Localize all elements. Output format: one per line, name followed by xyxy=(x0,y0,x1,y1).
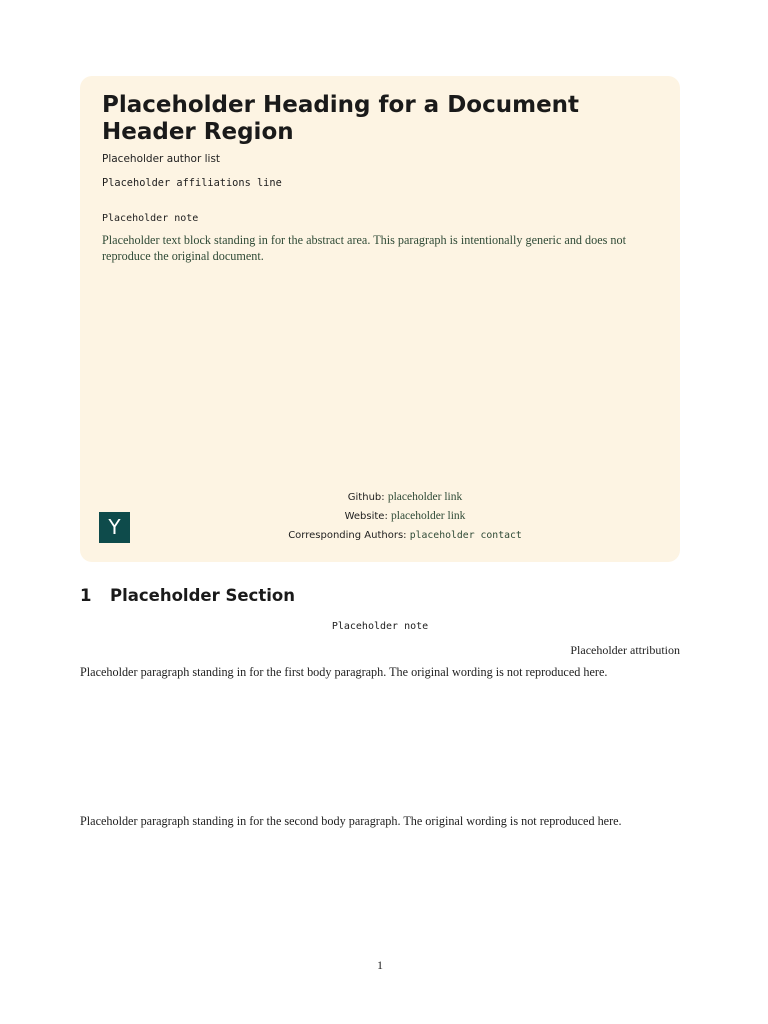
github-link[interactable]: placeholder link xyxy=(387,491,463,503)
body-paragraph: Placeholder paragraph standing in for the second body paragraph. The original wording is not reproduced here. xyxy=(80,814,622,828)
page-number: 1 xyxy=(377,958,383,972)
logo-icon: Y xyxy=(99,512,130,543)
author-list: Placeholder author list xyxy=(102,153,221,165)
epigraph: Placeholder note xyxy=(331,621,429,632)
paper-title: Placeholder Heading for a Document Header Region xyxy=(102,92,580,145)
section-title: Placeholder Section xyxy=(110,586,295,605)
website-link[interactable]: placeholder link xyxy=(391,510,466,522)
affiliations: Placeholder affiliations line xyxy=(102,177,282,189)
section-number: 1 xyxy=(80,586,92,605)
website-line xyxy=(150,507,660,526)
equal-contribution-note: Placeholder note xyxy=(102,213,199,224)
corresponding-emails[interactable]: placeholder contact xyxy=(409,530,522,541)
corresponding-label: Corresponding Authors: xyxy=(288,530,407,541)
abstract: Placeholder text block standing in for the abstract area. This paragraph is intentionally generic and does not reproduce the original document. xyxy=(102,233,627,263)
epigraph-author: Placeholder attribution xyxy=(570,643,680,657)
corresponding-line xyxy=(150,526,660,545)
github-line xyxy=(150,488,660,507)
section-heading xyxy=(80,585,295,607)
body-paragraph: Placeholder paragraph standing in for the first body paragraph. The original wording is not reproduced here. xyxy=(80,665,608,679)
website-label: Website: xyxy=(344,511,388,522)
links-block xyxy=(150,488,660,545)
github-label: Github: xyxy=(347,492,385,503)
